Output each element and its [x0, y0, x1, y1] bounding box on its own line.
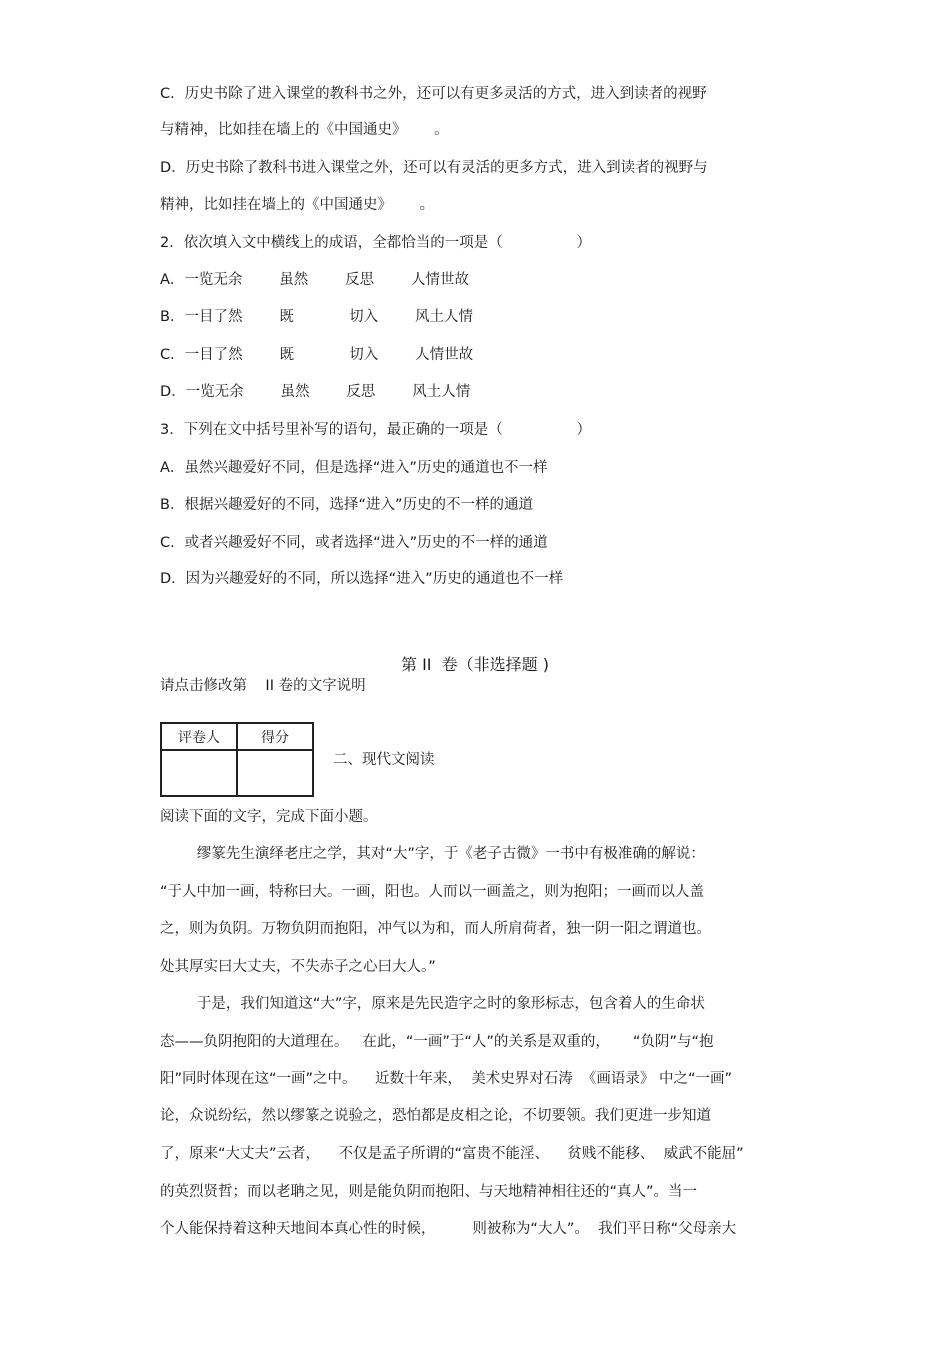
passage-line: 处其厚实曰大丈夫，不失赤子之心曰大人。” [160, 959, 436, 975]
q2-option-b: B．一目了然 既 切入 风土人情 [160, 309, 474, 325]
section-title: 第 II 卷（非选择题 ) [400, 655, 550, 674]
section-hint: 请点击修改第 II 卷的文字说明 [160, 678, 366, 694]
score-header: 得分 [237, 723, 313, 750]
q2-option-c: C．一目了然 既 切入 人情世故 [160, 347, 474, 363]
grader-header: 评卷人 [161, 723, 237, 750]
q3-option-c: C．或者兴趣爱好不同，或者选择“进入”历史的不一样的通道 [160, 535, 548, 551]
passage-line: 了，原来“大丈夫”云者， 不仅是孟子所谓的“富贵不能淫、 贫贱不能移、 威武不能屈” [160, 1146, 744, 1162]
passage-line: 之，则为负阴。万物负阴而抱阳，冲气以为和，而人所肩荷者，独一阴一阳之谓道也。 [160, 921, 711, 937]
grader-cell[interactable] [161, 750, 237, 796]
q2-option-a: A．一览无余 虽然 反思 人情世故 [160, 272, 470, 288]
q2-option-d: D．一览无余 虽然 反思 风土人情 [160, 384, 471, 400]
q2-stem: 2．依次填入文中横线上的成语，全都恰当的一项是（ ） [160, 235, 591, 251]
q3-option-d: D．因为兴趣爱好的不同，所以选择“进入”历史的通道也不一样 [160, 571, 564, 587]
reading-instruction: 阅读下面的文字，完成下面小题。 [160, 809, 378, 825]
passage-line: “于人中加一画，特称曰大。一画，阳也。人而以一画盖之，则为抱阳；一画而以人盖 [160, 884, 705, 900]
q1-option-c-line2: 与精神，比如挂在墙上的《中国通史》 。 [160, 122, 449, 138]
passage-line: 阳”同时体现在这“一画”之中。 近数十年来， 美术史界对石涛 《画语录》 中之“一画” [160, 1071, 733, 1087]
q3-option-b: B．根据兴趣爱好的不同，选择“进入”历史的不一样的通道 [160, 497, 533, 513]
passage-line: 缪篆先生演绎老庄之学，其对“大”字，于《老子古微》一书中有极准确的解说： [160, 846, 705, 862]
q3-stem: 3．下列在文中括号里补写的语句，最正确的一项是（ ） [160, 422, 591, 438]
q1-option-d-line1: D．历史书除了教科书进入课堂之外，还可以有灵活的更多方式，进入到读者的视野与 [160, 160, 708, 176]
passage-line: 于是，我们知道这“大”字，原来是先民造字之时的象形标志，包含着人的生命状 [160, 996, 705, 1012]
q1-option-c-line1: C．历史书除了进入课堂的教科书之外，还可以有更多灵活的方式，进入到读者的视野 [160, 86, 707, 102]
passage-line: 的英烈贤哲；而以老聃之见，则是能负阴而抱阳、与天地精神相往还的“真人”。当一 [160, 1184, 698, 1200]
passage-line: 论，众说纷纭，然以缪篆之说验之，恐怕都是皮相之论，不切要领。我们更进一步知道 [160, 1108, 711, 1124]
q3-option-a: A．虽然兴趣爱好不同，但是选择“进入”历史的通道也不一样 [160, 460, 548, 476]
score-table [160, 722, 314, 797]
passage-line: 个人能保持着这种天地间本真心性的时候， 则被称为“大人”。 我们平日称“父母亲大 [160, 1221, 737, 1237]
q1-option-d-line2: 精神，比如挂在墙上的《中国通史》 。 [160, 197, 435, 213]
passage-line: 态——负阴抱阳的大道理在。 在此，“一画”于“人”的关系是双重的， “负阴”与“抱 [160, 1034, 714, 1050]
score-cell[interactable] [237, 750, 313, 796]
part-title: 二、现代文阅读 [333, 752, 435, 768]
